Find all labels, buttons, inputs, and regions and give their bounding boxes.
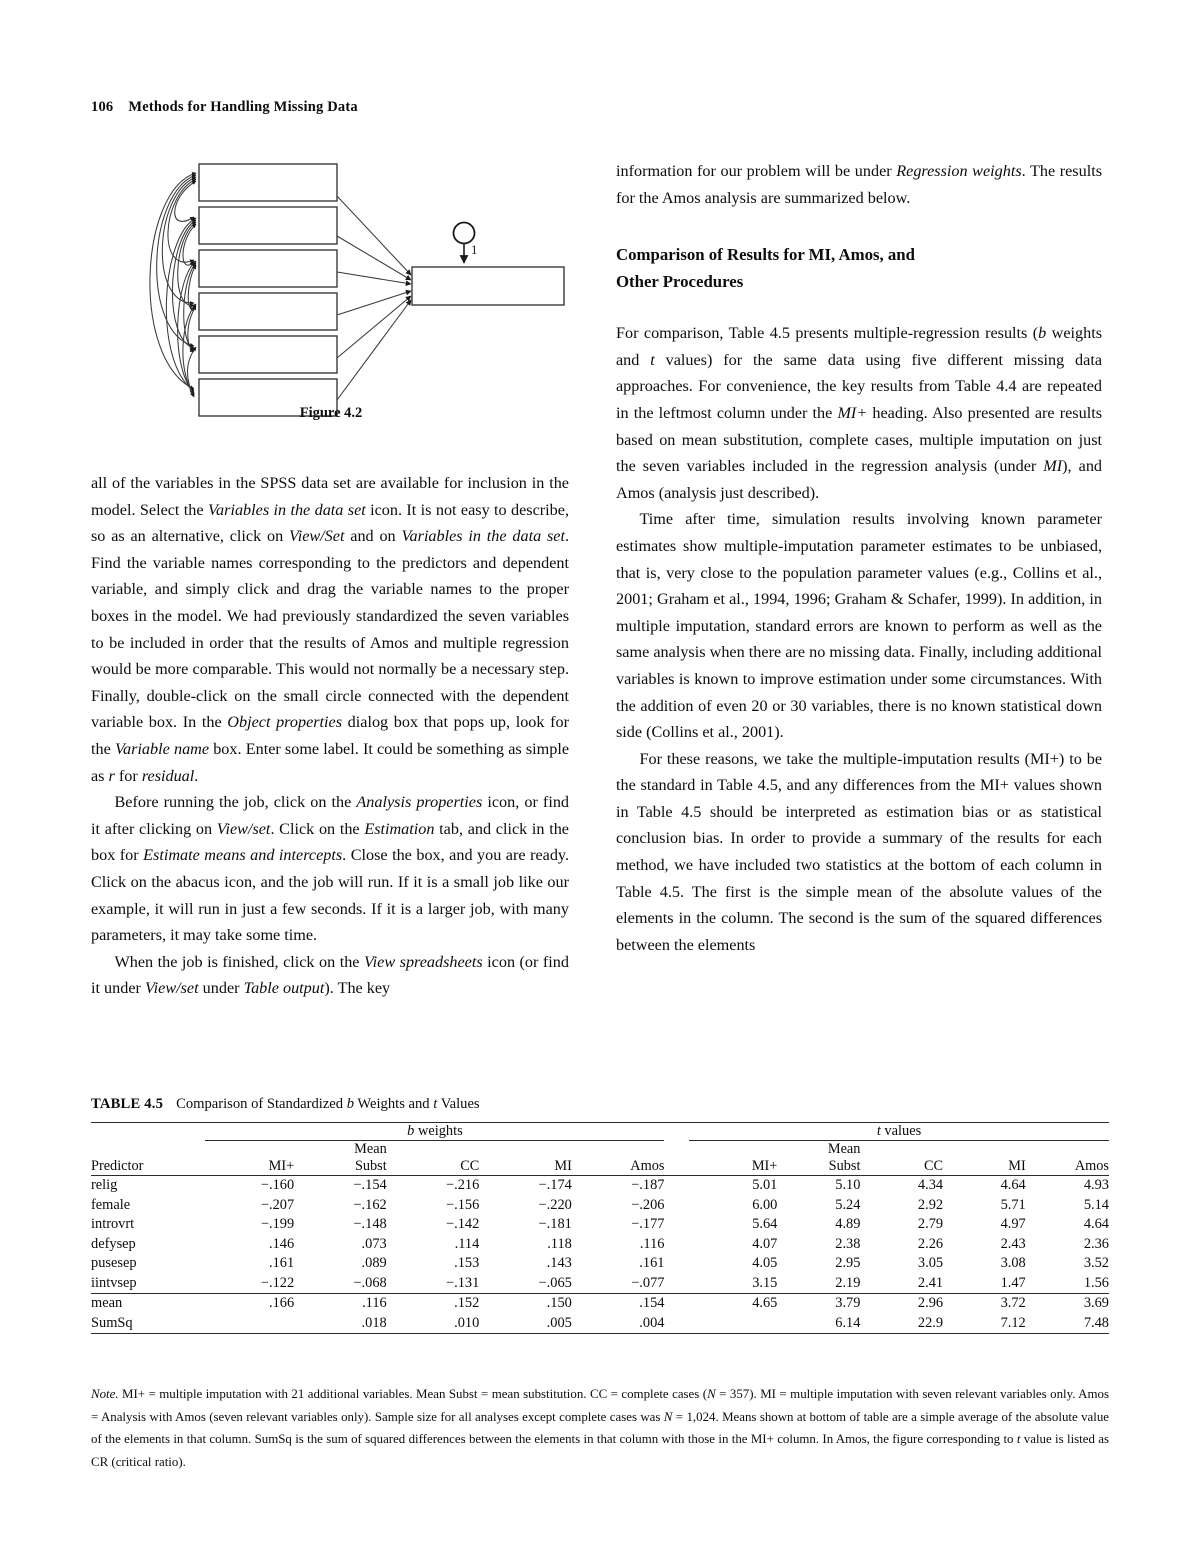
residual-circle	[454, 223, 478, 264]
text-run: = 1,024. Means shown at bottom of table are a simple average of the absolute value of the elements in that column. SumSq is the sum of squared differences between the elements in that column with those in the MI+ column. In Amos, the figure corresponding to	[91, 1409, 1109, 1447]
table-row	[91, 1196, 1109, 1216]
text-run: values) for the same data using five different missing data approaches. For convenience, the key results from Table 4.4 are repeated in the leftmost column under the	[616, 350, 1102, 422]
cell-gap	[664, 1314, 689, 1334]
correlation-arcs	[150, 173, 196, 397]
summary-row	[91, 1314, 1109, 1334]
t-value-cell: 3.05	[917, 1255, 944, 1271]
t-value-cell: 1.56	[1083, 1274, 1109, 1291]
t-value-cell: 3.08	[1000, 1255, 1026, 1271]
b-weight-cell: .153	[454, 1255, 480, 1271]
table-row	[91, 1215, 1109, 1235]
italic-run: Variables in the data set	[207, 500, 366, 519]
t-value-cell: 4.05	[752, 1255, 778, 1271]
text-run: heading. Also presented are results based on mean substitution, complete cases, multiple imputation on just the seven variables included in the regression analysis (under	[616, 403, 1102, 476]
italic-run: Regression weights	[896, 162, 1022, 180]
cell-gap	[664, 1215, 689, 1235]
t-value-cell: 4.93	[1026, 1176, 1109, 1196]
text-run: For comparison, Table 4.5 presents multiple-regression results (	[616, 324, 1039, 343]
cell-gap	[664, 1254, 689, 1274]
b-weight-cell: −.065	[538, 1274, 572, 1291]
t-value-cell: 3.15	[752, 1274, 778, 1291]
italic-run: Estimate means and intercepts	[143, 846, 343, 865]
b-weight-cell: −.148	[353, 1216, 387, 1232]
table-title-text	[176, 1096, 480, 1112]
table-row	[91, 1274, 1109, 1294]
right-column-paragraphs	[616, 320, 1102, 958]
cell-gap	[664, 1176, 689, 1196]
italic-run: Variables in the data set	[401, 527, 565, 546]
col-header-b-cc: CC	[387, 1141, 480, 1176]
table-note	[91, 1383, 1109, 1473]
text-run: . Click on the	[270, 819, 365, 838]
summary-row	[91, 1294, 1109, 1314]
body-paragraph	[91, 470, 569, 789]
body-paragraph	[616, 506, 1102, 745]
summary-t-cell	[689, 1314, 777, 1334]
summary-label-cell: SumSq	[91, 1314, 205, 1334]
italic-run: View/Set	[289, 527, 345, 546]
col-header-t-amos: Amos	[1026, 1141, 1109, 1176]
left-column-paragraphs	[91, 470, 569, 1002]
body-paragraph	[616, 746, 1102, 959]
text-run: icon, or find it after clicking on	[91, 793, 570, 838]
t-value-cell: 5.24	[835, 1196, 861, 1213]
table-footer	[91, 1294, 1109, 1334]
table-title	[91, 1096, 480, 1113]
dependent-variable-box	[412, 267, 564, 305]
b-weight-cell: −.207	[260, 1196, 295, 1213]
italic-run: Note.	[91, 1387, 119, 1401]
summary-t-cell: 2.96	[860, 1294, 943, 1314]
italic-run: Object properties	[227, 713, 343, 732]
b-weight-cell: −.068	[353, 1274, 387, 1291]
col-header-b-mi: MI	[479, 1141, 572, 1176]
text-run: dialog box that pops up, look for the	[91, 713, 570, 758]
predictor-cell: introvrt	[91, 1216, 135, 1232]
predictor-box	[199, 250, 337, 287]
summary-b-cell: .150	[479, 1294, 572, 1314]
italic-run: N	[707, 1387, 716, 1401]
italic-run: Analysis properties	[356, 793, 483, 812]
b-weight-cell: .116	[639, 1235, 665, 1252]
t-value-cell: 5.10	[777, 1176, 860, 1196]
col-header-b-mi-plus: MI+	[205, 1141, 294, 1176]
summary-b-cell: .116	[294, 1294, 387, 1314]
t-value-cell: 5.01	[689, 1176, 777, 1196]
b-weight-cell: −.177	[631, 1216, 665, 1232]
text-run: all of the variables in the SPSS data set are available for inclusion in the model. Select the	[91, 474, 569, 519]
col-header-t-cc: CC	[860, 1141, 943, 1176]
t-value-cell: 2.92	[917, 1196, 944, 1213]
summary-t-cell: 3.69	[1026, 1294, 1109, 1314]
text-run: information for our problem will be under	[616, 162, 897, 180]
running-head-title: Methods for Handling Missing Data	[128, 99, 358, 115]
t-value-cell: 5.14	[1083, 1196, 1109, 1213]
summary-b-cell: .152	[387, 1294, 480, 1314]
t-value-cell: 2.79	[917, 1216, 944, 1232]
text-run: ), and Amos (analysis just described).	[616, 457, 1103, 502]
summary-t-cell: 3.72	[943, 1294, 1026, 1314]
b-weight-cell: −.077	[631, 1274, 665, 1291]
right-column-intro-paragraph	[616, 158, 1102, 211]
group-header-t-values	[689, 1123, 1109, 1141]
b-weight-cell: .073	[361, 1235, 387, 1252]
table-row	[91, 1176, 1109, 1196]
path-diagram-svg	[91, 150, 571, 435]
b-weight-cell: .143	[546, 1255, 572, 1271]
summary-t-cell: 4.65	[689, 1294, 777, 1314]
italic-run: MI	[1043, 457, 1063, 476]
predictor-cell: female	[91, 1196, 131, 1213]
b-weight-cell: .161	[639, 1255, 665, 1271]
summary-t-cell: 3.79	[777, 1294, 860, 1314]
regression-paths	[337, 196, 411, 400]
text-run: ). The key	[324, 979, 391, 998]
text-run: = 357). MI = multiple imputation with seven relevant variables only. Amos = Analysis with Amos (seven relevant variables only). Sample size for all analyses except complete cases was	[91, 1387, 1109, 1424]
t-value-cell: 4.89	[835, 1216, 861, 1232]
b-weight-cell: −.206	[631, 1196, 665, 1213]
text-run: Comparison of Standardized	[176, 1096, 347, 1112]
group-header-gap	[664, 1123, 689, 1141]
italic-run: Variable name	[114, 739, 210, 758]
t-value-cell: 6.00	[752, 1196, 778, 1213]
b-weight-cell: −.142	[445, 1216, 480, 1232]
t-value-cell: 4.64	[1083, 1216, 1109, 1232]
b-weight-cell: −.131	[445, 1274, 480, 1291]
b-weight-cell: .089	[361, 1255, 387, 1271]
italic-run: b	[1038, 324, 1047, 343]
text-run: for	[114, 766, 142, 785]
t-value-cell: 5.64	[752, 1216, 778, 1232]
italic-run: b	[346, 1096, 355, 1112]
table-row	[91, 1254, 1109, 1274]
b-weight-cell: −.162	[353, 1196, 387, 1213]
italic-run: View/set	[216, 819, 271, 838]
left-text-column	[91, 470, 569, 1002]
text-run: weights and	[616, 324, 1102, 369]
t-value-cell: 2.41	[917, 1274, 944, 1291]
predictor-box	[199, 164, 337, 201]
running-head	[91, 99, 358, 116]
predictor-boxes	[199, 164, 337, 416]
predictor-cell: defysep	[91, 1235, 136, 1252]
summary-label-cell: mean	[91, 1294, 205, 1314]
cell-gap	[664, 1235, 689, 1255]
section-heading	[616, 241, 1102, 295]
text-run: and on	[344, 527, 402, 546]
t-value-cell: 2.38	[835, 1235, 861, 1252]
italic-run: r	[108, 766, 115, 785]
text-run: Weights and	[354, 1096, 434, 1112]
group-header-row	[91, 1123, 1109, 1141]
section-heading-line-1: Comparison of Results for MI, Amos, and	[616, 245, 915, 265]
col-header-t-mean-subst: Mean Subst	[777, 1141, 860, 1176]
italic-run: View spreadsheets	[363, 952, 483, 971]
t-value-cell: 3.52	[1083, 1255, 1109, 1271]
t-value-cell: 2.95	[835, 1255, 861, 1271]
italic-run: Estimation	[364, 819, 435, 838]
t-value-cell: 1.47	[1000, 1274, 1026, 1291]
text-run: MI+ = multiple imputation with 21 additional variables. Mean Subst = mean substitution. CC = complete cases (	[118, 1387, 708, 1401]
t-value-cell: 2.19	[835, 1274, 861, 1291]
right-text-column	[616, 158, 1102, 958]
t-value-cell: 4.07	[752, 1235, 778, 1252]
italic-run: t	[1016, 1432, 1021, 1447]
predictor-box	[199, 336, 337, 373]
body-paragraph	[91, 789, 569, 949]
t-value-cell: 5.71	[1000, 1196, 1026, 1213]
col-header-t-mi-plus: MI+	[689, 1141, 777, 1176]
text-run: under	[198, 979, 244, 998]
text-run: Time after time, simulation results involving known parameter estimates show multiple-imputation parameter estimates to be unbiased, that is, very close to the population parameter values (e.g., Collins et al., 2001; Graham et al., 1994, 1996; Graham & Schafer, 1999). In addition, in multiple imputation, standard errors are known to perform as well as the same analysis when there are no missing data. Finally, including additional variables is known to improve estimation under some circumstances. With the addition of even 20 or 30 variables, there is no known statistical down side (Collins et al., 2001).	[616, 510, 1102, 742]
italic-run: residual	[141, 766, 195, 785]
table-label: TABLE 4.5	[91, 1096, 164, 1112]
t-value-cell: 2.26	[917, 1235, 944, 1252]
table-body	[91, 1176, 1109, 1294]
col-header-b-amos: Amos	[572, 1141, 665, 1176]
summary-b-cell	[205, 1314, 294, 1334]
italic-run: t	[433, 1096, 438, 1112]
b-weight-cell: .118	[547, 1235, 572, 1252]
text-run: icon (or find it under	[91, 952, 569, 998]
b-weight-cell: .161	[268, 1255, 295, 1271]
body-paragraph	[616, 320, 1102, 506]
text-run: icon. It is not easy to describe, so as an alternative, click on	[91, 500, 569, 546]
cell-gap	[664, 1294, 689, 1314]
page-folio: 106	[91, 99, 114, 115]
residual-coefficient-label: 1	[471, 242, 478, 257]
col-header-b-mean-subst: Mean Subst	[294, 1141, 387, 1176]
group-header-b-symbol: b	[407, 1123, 415, 1139]
column-header-row	[91, 1141, 1109, 1176]
predictor-cell: relig	[91, 1176, 205, 1196]
summary-b-cell: .010	[387, 1314, 480, 1334]
italic-run: N	[663, 1409, 673, 1424]
figure-4-2	[91, 150, 571, 435]
summary-t-cell: 7.12	[943, 1314, 1026, 1334]
italic-run: MI+	[837, 403, 868, 422]
column-header-gap	[664, 1141, 689, 1176]
section-heading-line-2: Other Procedures	[616, 272, 744, 292]
summary-b-cell: .018	[294, 1314, 387, 1334]
text-run: tab, and click in the box for	[91, 819, 569, 865]
text-run: box. Enter some label. It could be something as simple as	[91, 739, 570, 785]
text-run: Before running the job, click on the	[114, 793, 357, 812]
summary-t-cell: 6.14	[777, 1314, 860, 1334]
italic-run: t	[650, 350, 655, 369]
predictor-box	[199, 207, 337, 244]
summary-t-cell: 22.9	[860, 1314, 943, 1334]
b-weight-cell: −.187	[572, 1176, 665, 1196]
group-header-stub	[91, 1123, 205, 1141]
italic-run: Table output	[243, 979, 325, 998]
figure-caption: Figure 4.2	[299, 405, 363, 421]
predictor-box	[199, 293, 337, 330]
text-run: . Find the variable names corresponding to the predictors and dependent variable, and simply click and drag the variable names to the proper boxes in the model. We had previously standardized the seven variables to be included in order that the results of Amos and multiple regression would be more comparable. This would not normally be a necessary step. Finally, double-click on the small circle connected with the dependent variable box. In the	[91, 527, 570, 732]
t-value-cell: 4.97	[1000, 1216, 1026, 1232]
b-weight-cell: −.216	[387, 1176, 480, 1196]
stub-header: Predictor	[91, 1158, 144, 1174]
b-weight-cell: −.156	[445, 1196, 480, 1213]
text-run: .	[194, 766, 199, 785]
group-header-b-suffix: weights	[414, 1123, 463, 1139]
summary-t-cell: 7.48	[1026, 1314, 1109, 1334]
predictor-cell: iintvsep	[91, 1274, 137, 1291]
t-value-cell: 4.64	[943, 1176, 1026, 1196]
table-row	[91, 1235, 1109, 1255]
text-run: Values	[437, 1096, 480, 1112]
text-run: . Close the box, and you are ready. Click on the abacus icon, and the job will run. If it is a small job like our example, it will run in just a few seconds. If it is a larger job, with many parameters, it may take some time.	[91, 846, 570, 945]
t-value-cell: 2.36	[1083, 1235, 1109, 1252]
group-header-t-suffix: values	[880, 1123, 922, 1139]
b-weight-cell: −.220	[538, 1196, 572, 1213]
group-header-t-symbol: t	[876, 1123, 881, 1139]
cell-gap	[664, 1274, 689, 1294]
t-value-cell: 4.34	[860, 1176, 943, 1196]
b-weight-cell: −.154	[294, 1176, 387, 1196]
text-run: . The results for the Amos analysis are summarized below.	[616, 162, 1102, 207]
b-weight-cell: .146	[268, 1235, 295, 1252]
b-weight-cell: −.174	[479, 1176, 572, 1196]
t-value-cell: 2.43	[1000, 1235, 1026, 1252]
table-4-5	[91, 1122, 1109, 1334]
b-weight-cell: −.199	[260, 1216, 295, 1232]
b-weight-cell: −.160	[205, 1176, 294, 1196]
italic-run: View/set	[144, 979, 199, 998]
predictor-cell: pusesep	[91, 1255, 137, 1271]
col-header-t-mi: MI	[943, 1141, 1026, 1176]
summary-b-cell: .154	[572, 1294, 665, 1314]
text-run: For these reasons, we take the multiple-imputation results (MI+) to be the standard in Table 4.5, and any differences from the MI+ values shown in Table 4.5 should be interpreted as estimation bias or as statistical conclusion bias. In order to provide a summary of the results for each method, we have included two statistics at the bottom of each column in Table 4.5. The first is the simple mean of the absolute values of the elements in the column. The second is the sum of the squared differences between the elements	[616, 749, 1102, 954]
cell-gap	[664, 1196, 689, 1216]
summary-b-cell: .005	[479, 1314, 572, 1334]
text-run: When the job is finished, click on the	[114, 952, 364, 971]
group-header-b-weights	[205, 1123, 664, 1141]
comparison-table	[91, 1122, 1109, 1334]
summary-b-cell: .004	[572, 1314, 665, 1334]
b-weight-cell: −.181	[538, 1216, 572, 1232]
summary-b-cell: .166	[205, 1294, 294, 1314]
body-paragraph	[91, 949, 569, 1002]
text-run: value is listed as CR (critical ratio).	[91, 1432, 1109, 1469]
b-weight-cell: −.122	[260, 1274, 295, 1291]
b-weight-cell: .114	[454, 1235, 480, 1252]
